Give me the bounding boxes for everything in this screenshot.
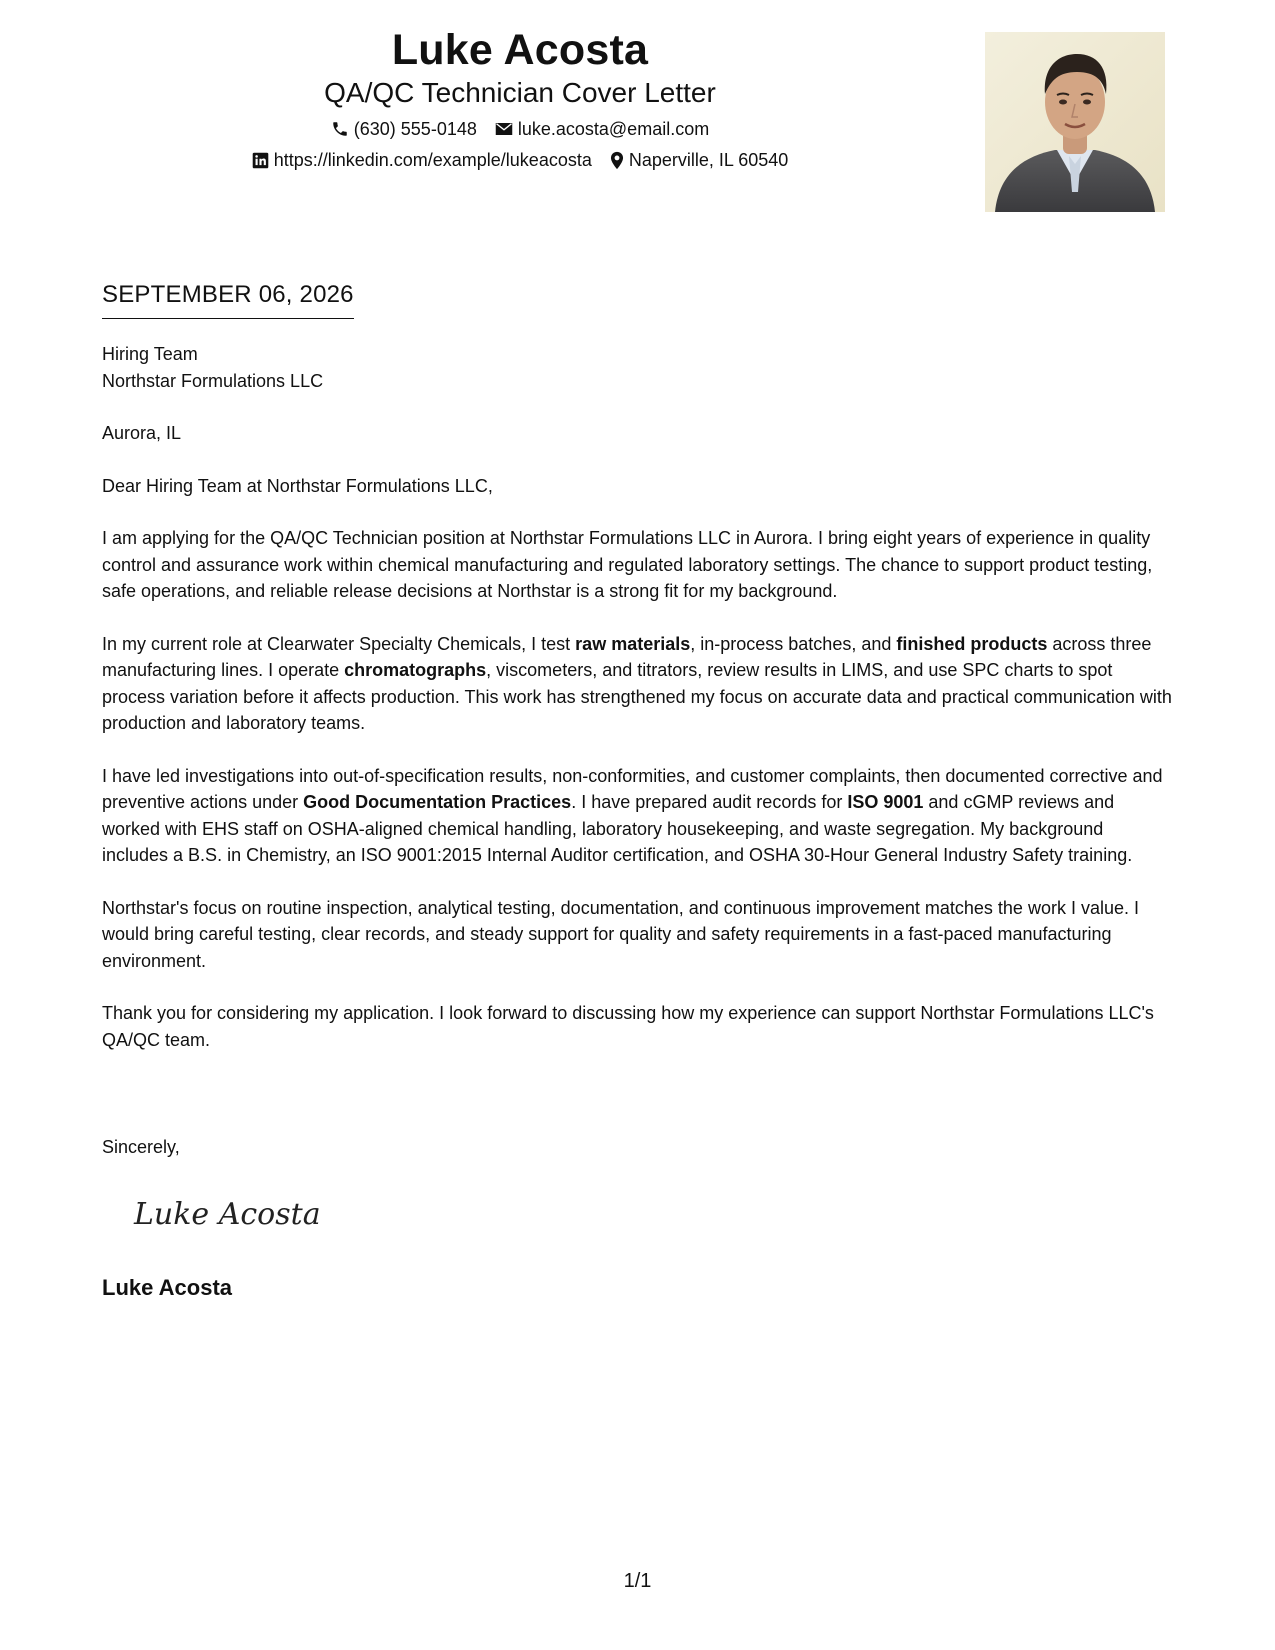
letter-date-block — [102, 280, 354, 319]
letter-header — [100, 24, 1160, 214]
profile-photo — [985, 32, 1165, 212]
email-address: luke.acosta@email.com — [517, 119, 710, 139]
signed-name: Luke Acosta — [102, 1275, 233, 1300]
letter-body — [102, 341, 1172, 1079]
location-text: Naperville, IL 60540 — [628, 150, 789, 170]
map-pin-icon — [610, 151, 624, 170]
recipient-address — [102, 341, 1172, 447]
paragraph-4: Northstar's focus on routine inspection, analytical testing, documentation, and continuous improvement matches the work I value. I would bring careful testing, clear records, and steady support for quality and safety requirements in a fast-paced manufacturing environment. — [102, 897, 1139, 971]
contact-email — [495, 117, 709, 141]
svg-text:Luke Acosta: Luke Acosta — [134, 1197, 321, 1232]
paragraph-2-text-c: , in-process batches, and — [690, 633, 897, 654]
phone-icon — [331, 120, 349, 138]
contact-phone — [331, 117, 477, 141]
page-number: 1/1 — [623, 1570, 652, 1592]
handwritten-signature — [132, 1188, 332, 1238]
paragraph-2 — [102, 631, 1172, 737]
paragraph-2-bold-3: chromatographs — [344, 660, 487, 680]
paragraph-2-bold-1: raw materials — [575, 633, 691, 654]
recipient-line-3: Aurora, IL — [102, 423, 182, 443]
paragraph-3-text-a: I have led investigations into out-of-specification results, non-conformities, and customer complaints, then documented corrective and preventive actions under — [102, 765, 1163, 812]
salutation: Dear Hiring Team at Northstar Formulations LLC, — [102, 475, 493, 496]
recipient-line-1: Hiring Team — [102, 344, 198, 364]
contact-location — [610, 148, 788, 172]
contact-linkedin — [252, 148, 592, 172]
document-subtitle: QA/QC Technician Cover Letter — [324, 77, 716, 108]
paragraph-3-text-d: and cGMP reviews and worked with EHS staff on OSHA-aligned chemical handling, laboratory housekeeping, and waste segregation. My background includes a B.S. in Chemistry, an ISO 9001:2015 Internal Auditor certification, and OSHA 30-Hour General Industry Safety training. — [102, 792, 1133, 865]
paragraph-5: Thank you for considering my application. I look forward to discussing how my experience can support Northstar Formulations LLC's QA/QC team. — [102, 1003, 1154, 1050]
contact-line-1 — [100, 117, 940, 141]
phone-number: (630) 555-0148 — [353, 119, 477, 139]
paragraph-1: I am applying for the QA/QC Technician position at Northstar Formulations LLC in Aurora. I bring eight years of experience in quality control and assurance work within chemical manufacturing and regulated laboratory settings. The chance to support product testing, safe operations, and reliable release decisions at Northstar is a strong fit for my background. — [102, 528, 1153, 601]
closing-phrase: Sincerely, — [102, 1137, 180, 1157]
letter-date: SEPTEMBER 06, 2026 — [102, 280, 354, 319]
recipient-line-2: Northstar Formulations LLC — [102, 370, 324, 391]
paragraph-2-text-d: across three manufacturing lines. I operate — [102, 633, 1152, 680]
paragraph-3-text-c: . I have prepared audit records for — [571, 792, 848, 812]
contact-line-2 — [100, 148, 940, 172]
paragraph-3 — [102, 763, 1172, 869]
paragraph-3-bold-2: ISO 9001 — [847, 792, 924, 812]
envelope-icon — [495, 121, 513, 137]
paragraph-2-text-e: , viscometers, and titrators, review results in LIMS, and use SPC charts to spot process variation before it affects production. This work has strengthened my focus on accurate data and practical communication with production and laboratory teams. — [102, 660, 1172, 733]
header-text-block — [100, 24, 940, 172]
paragraph-3-bold-1: Good Documentation Practices — [303, 792, 572, 812]
paragraph-2-text-a: In my current role at Clearwater Specialty Chemicals, I test — [102, 633, 576, 654]
linkedin-url: https://linkedin.com/example/lukeacosta — [273, 150, 592, 170]
paragraph-2-bold-2: finished products — [896, 633, 1048, 654]
applicant-name: Luke Acosta — [391, 26, 649, 74]
linkedin-icon — [252, 152, 269, 169]
